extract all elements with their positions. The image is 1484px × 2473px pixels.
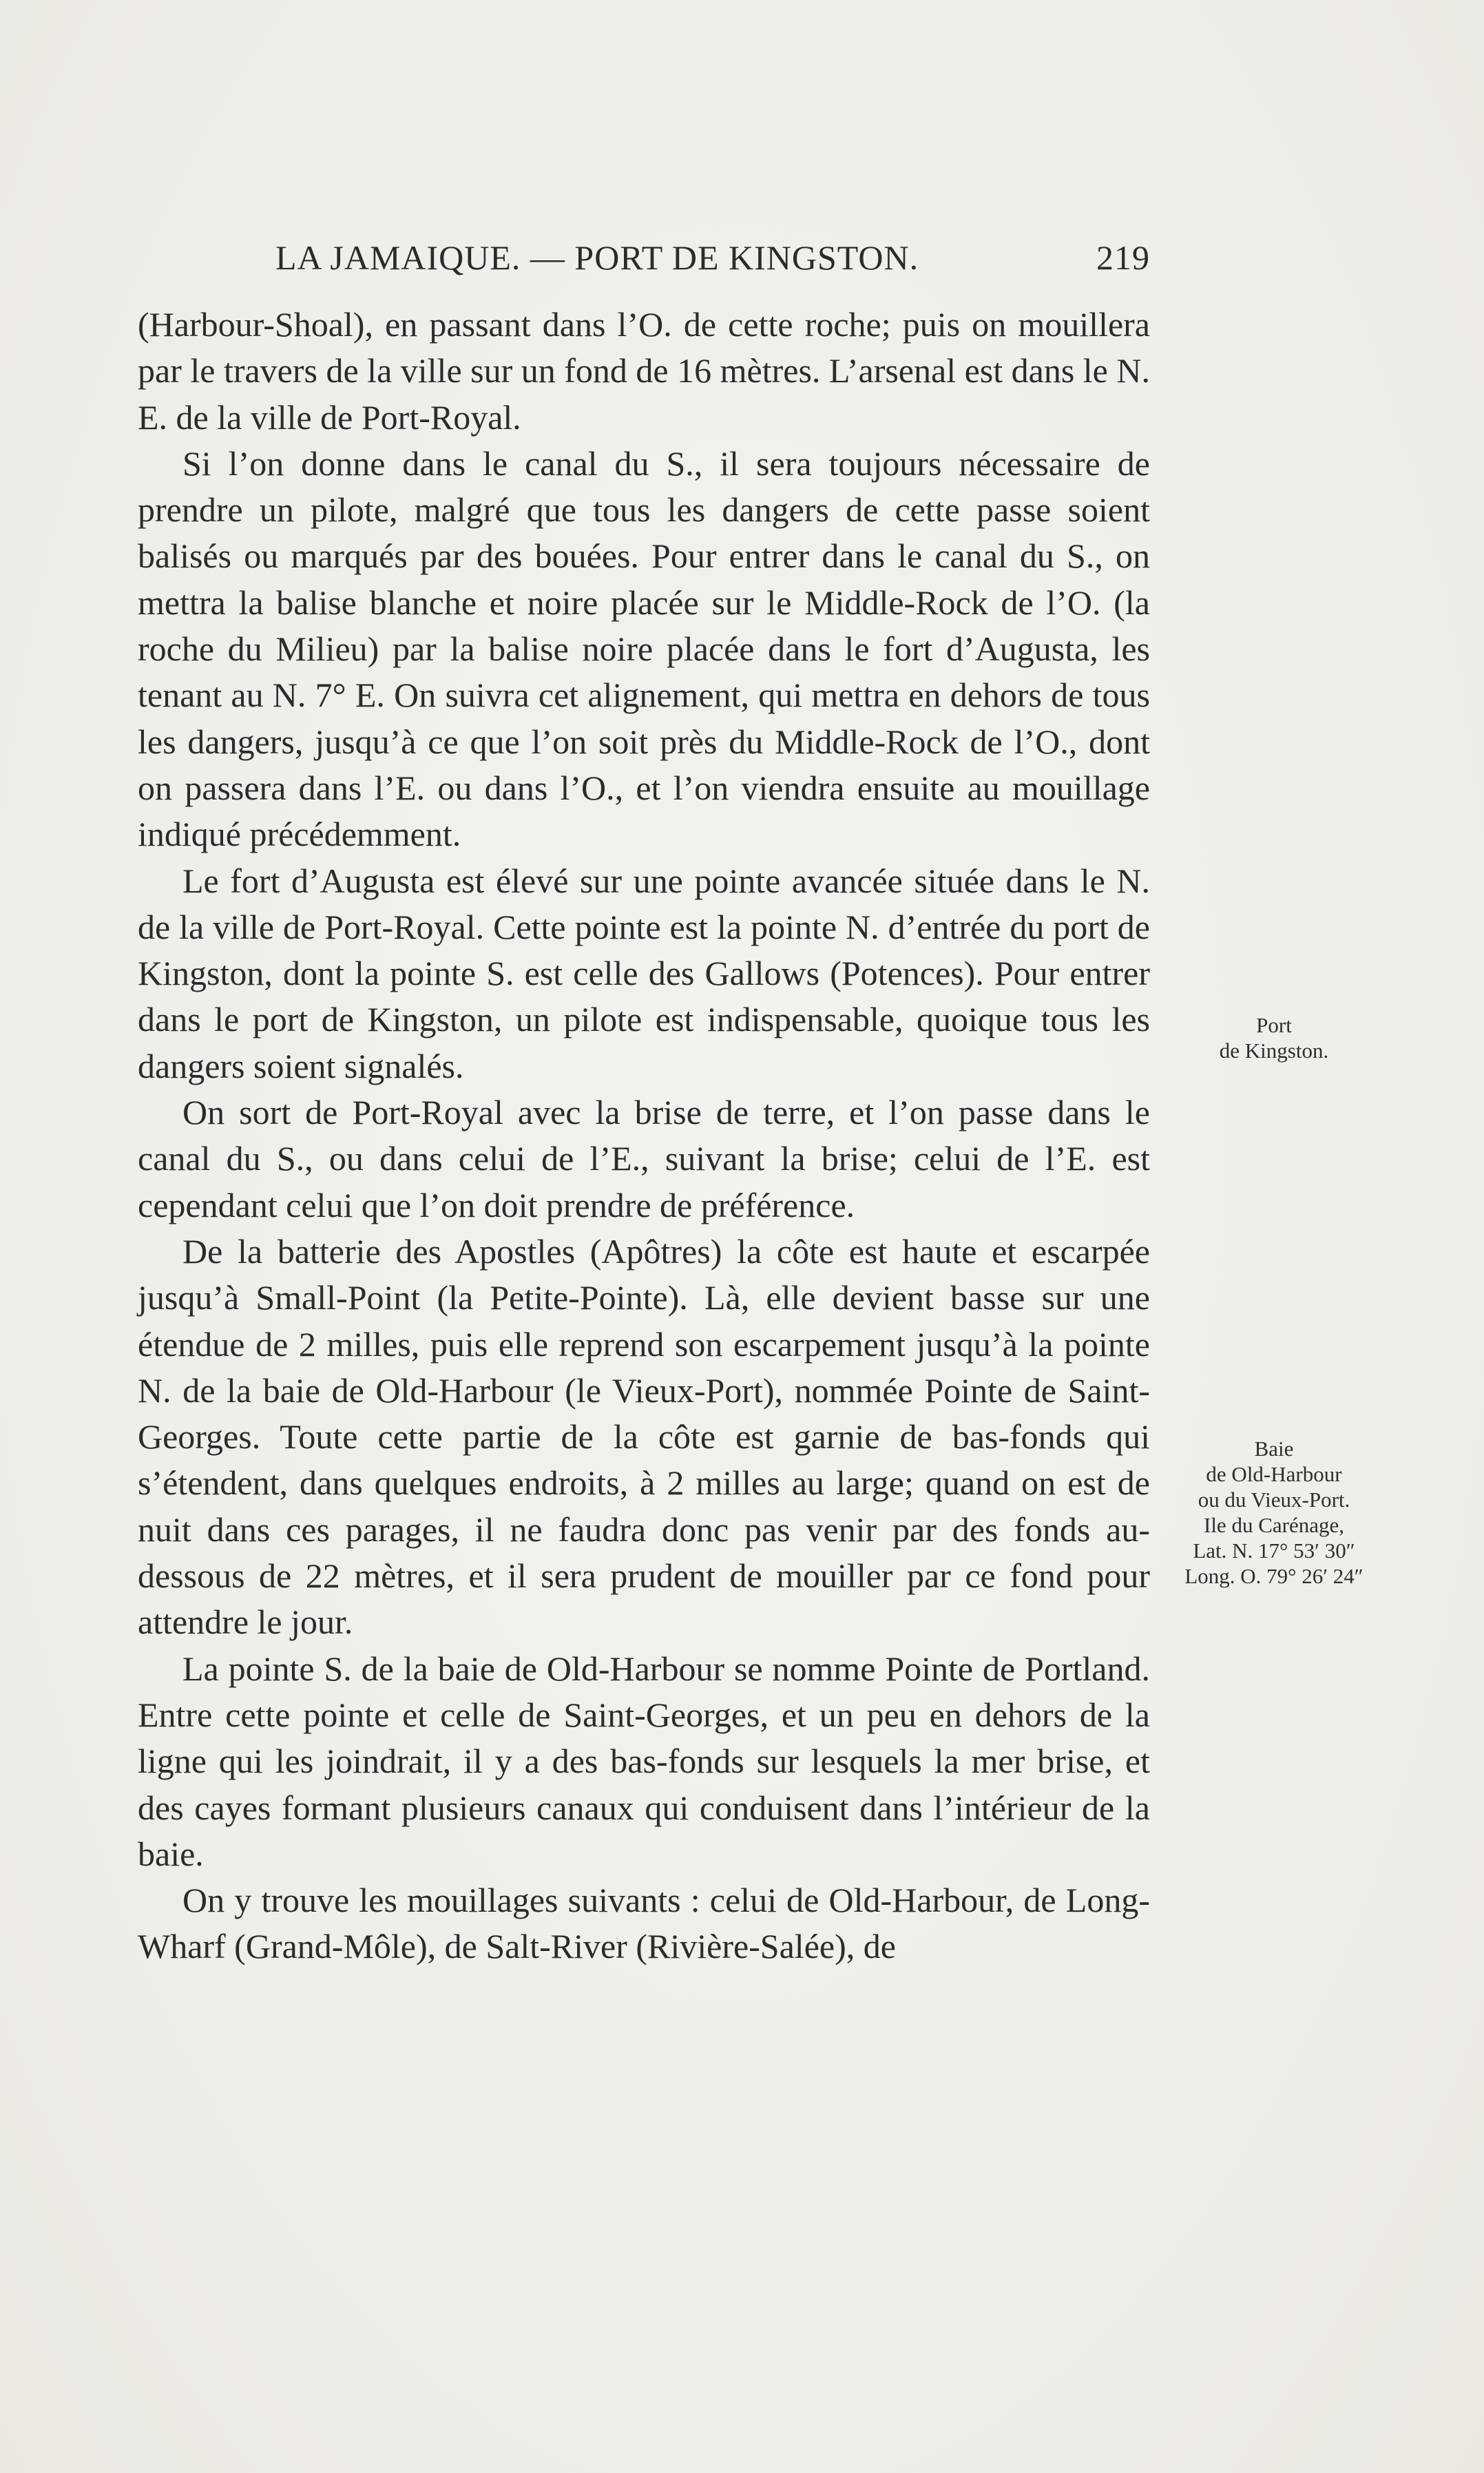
margin-note-line: de Old-Harbour [1206, 1462, 1342, 1486]
margin-note-line: Long. O. 79° 26′ 24″ [1184, 1564, 1363, 1588]
margin-note-line: Ile du Carénage, [1204, 1513, 1344, 1537]
margin-note-line: ou du Vieux-Port. [1198, 1488, 1350, 1512]
paragraph: La pointe S. de la baie de Old-Harbour se nomme Pointe de Portland. Entre cette pointe et celle de Saint-Georges, et un peu en dehors de la ligne qui les joindrait, il y a des bas-fonds sur lesquels la mer brise, et des cayes formant plusieurs canaux qui conduisent dans l’intérieur de la baie. [138, 1649, 1150, 1873]
body-text [138, 302, 1150, 1970]
paragraph: Le fort d’Augusta est élevé sur une pointe avancée située dans le N. de la ville de Port-Royal. Cette pointe est la pointe N. d’entrée du port de Kingston, dont la pointe S. est celle des Gallows (Potences). Pour entrer dans le port de Kingston, un pilote est indispensable, quoique tous les dangers soient signalés. [138, 861, 1150, 1085]
margin-note-line: Baie [1254, 1437, 1294, 1461]
page-number: 219 [1096, 238, 1150, 277]
margin-note-baie-old-harbour [1164, 1436, 1384, 1589]
margin-note-line: Lat. N. 17° 53′ 30″ [1193, 1538, 1355, 1563]
paragraph-continued: (Harbour-Shoal), en passant dans l’O. de cette roche; puis on mouillera par le travers de la ville sur un fond de 16 mètres. L’arsenal est dans le N. E. de la ville de Port-Royal. [138, 305, 1150, 437]
running-title: LA JAMAIQUE. — PORT DE KINGSTON. [275, 238, 919, 277]
paragraph: On y trouve les mouillages suivants : celui de Old-Harbour, de Long-Wharf (Grand-Môle), de Salt-River (Rivière-Salée), de [138, 1881, 1150, 1966]
paragraph: Si l’on donne dans le canal du S., il sera toujours nécessaire de prendre un pilote, malgré que tous les dangers de cette passe soient balisés ou marqués par des bouées. Pour entrer dans le canal du S., on mettra la balise blanche et noire placée sur le Middle-Rock de l’O. (la roche du Milieu) par la balise noire placée dans le fort d’Augusta, les tenant au N. 7° E. On suivra cet alignement, qui mettra en dehors de tous les dangers, jusqu’à ce que l’on soit près du Middle-Rock de l’O., dont on passera dans l’E. ou dans l’O., et l’on viendra ensuite au mouillage indiqué précédemment. [138, 444, 1150, 854]
paragraph: On sort de Port-Royal avec la brise de terre, et l’on passe dans le canal du S., ou dans celui de l’E., suivant la brise; celui de l’E. est cependant celui que l’on doit prendre de préférence. [138, 1093, 1150, 1224]
margin-note-line: de Kingston. [1219, 1039, 1329, 1063]
paragraph: De la batterie des Apostles (Apôtres) la côte est haute et escarpée jusqu’à Small-Point (la Petite-Pointe). Là, elle devient basse sur une étendue de 2 milles, puis elle reprend son escarpement jusqu’à la pointe N. de la baie de Old-Harbour (le Vieux-Port), nommée Pointe de Saint-Georges. Toute cette partie de la côte est garnie de bas-fonds qui s’étendent, dans quelques endroits, à 2 milles au large; quand on est de nuit dans ces parages, il ne faudra donc pas venir par des fonds au-dessous de 22 mètres, et il sera prudent de mouiller par ce fond pour attendre le jour. [138, 1231, 1150, 1642]
margin-note-line: Port [1256, 1013, 1292, 1037]
margin-note-port-kingston [1171, 1012, 1377, 1063]
running-header [138, 238, 1150, 293]
